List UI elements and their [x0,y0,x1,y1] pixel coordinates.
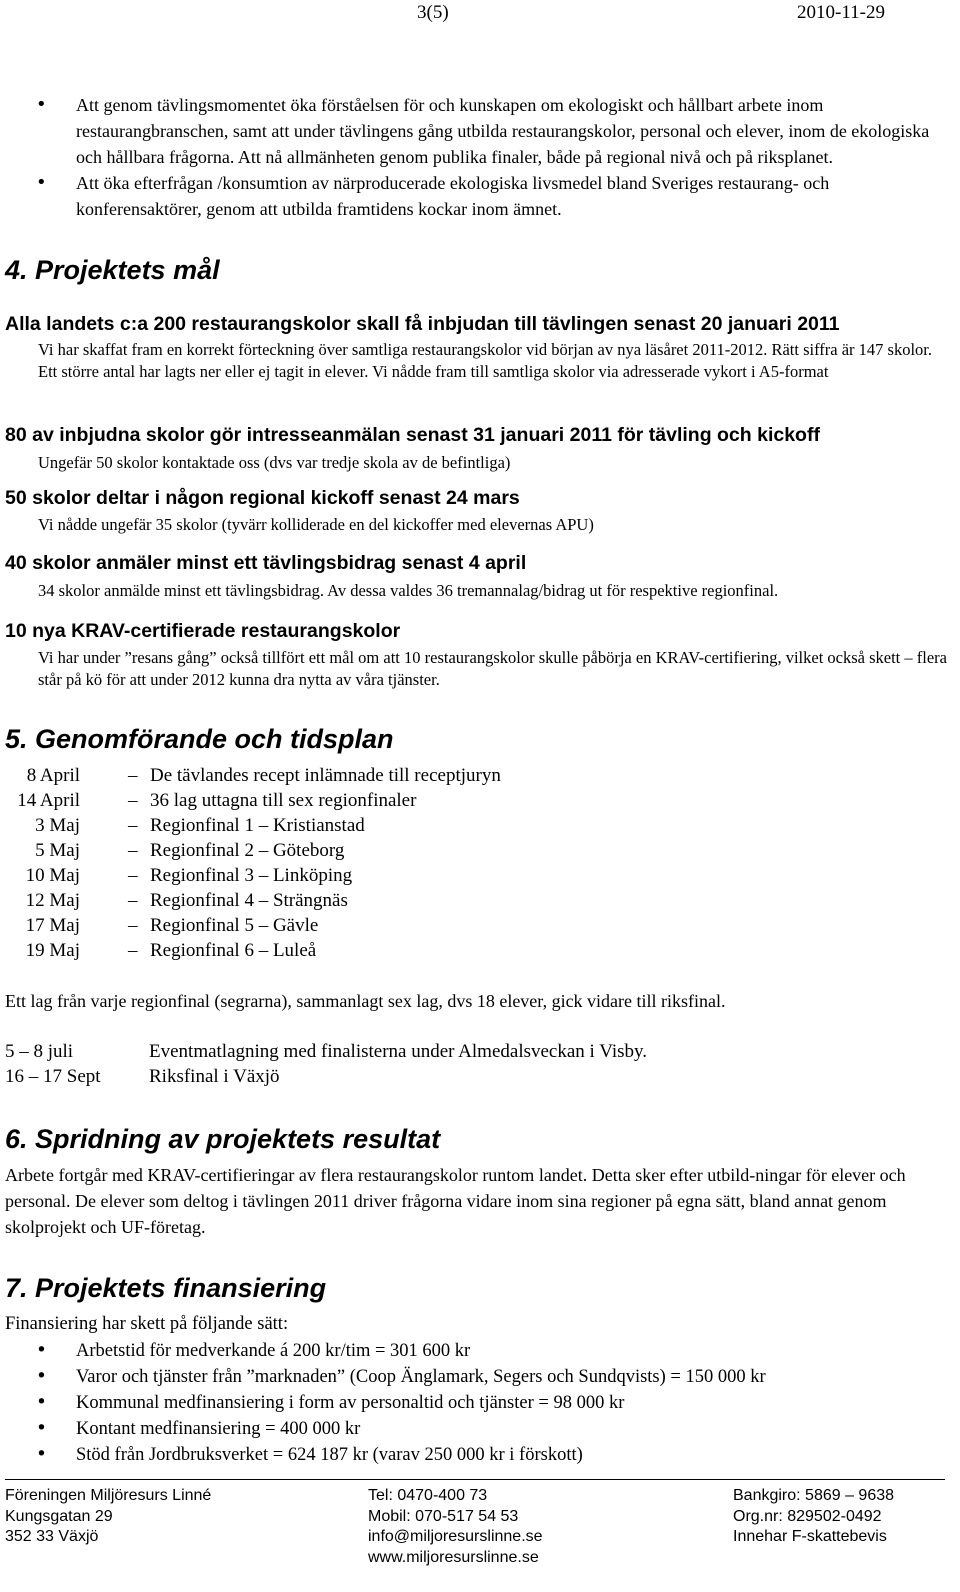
section-7-title: 7. Projektets finansiering [5,1273,327,1303]
schedule-table [0,763,700,963]
goal-text: Vi nådde ungefär 35 skolor (tyvärr kolliderade en del kickoffer med elevernas APU) [38,515,594,534]
footer-org-name: Föreningen Miljöresurs Linné [5,1487,212,1504]
footer-divider [5,1479,945,1480]
financing-item: • Stöd från Jordbruksverket = 624 187 kr (varav 250 000 kr i förskott) [0,1442,960,1468]
schedule-event: 36 lag uttagna till sex regionfinaler [150,790,417,811]
schedule-row [0,813,700,838]
schedule-row [0,788,700,813]
schedule-dash: – [128,865,138,886]
schedule-dash: – [128,915,138,936]
schedule-date: 19 Maj [25,940,80,961]
footer-bank [733,1486,894,1548]
schedule-dash: – [128,765,138,786]
document-date: 2010-11-29 [797,2,885,23]
footer-mobile: Mobil: 070-517 54 53 [368,1507,519,1525]
schedule-date: 3 Maj [35,815,80,836]
schedule-dash: – [128,790,138,811]
footer-phone: Tel: 0470-400 73 [368,1487,488,1504]
section-6-text: Arbete fortgår med KRAV-certifieringar av flera restaurangskolor runtom landet. Detta sker efter utbild-ningar för elever och personal. De elever som deltog i tävlingen 2011 driver frågorna vidare inom sina regioner på egna sätt, bland annat genom skolprojekt och UF-företag. [5,1165,906,1237]
goal-heading: 50 skolor deltar i någon regional kickoff senast 24 mars [5,487,520,509]
goal-text: Ungefär 50 skolor kontaktade oss (dvs var tredje skola av de befintliga) [38,453,511,472]
schedule-row [0,838,700,863]
extra-schedule [5,1039,905,1089]
financing-list [0,1338,960,1468]
section-5-title: 5. Genomförande och tidsplan [5,724,394,754]
footer-street: Kungsgatan 29 [5,1507,113,1525]
extra-row [5,1039,905,1064]
extra-event: Riksfinal i Växjö [149,1066,280,1087]
goal-heading: Alla landets c:a 200 restaurangskolor skall få inbjudan till tävlingen senast 20 januari 2011 [5,313,840,335]
schedule-row [0,888,700,913]
schedule-date: 5 Maj [35,840,80,861]
financing-item: • Kommunal medfinansiering i form av personaltid och tjänster = 98 000 kr [0,1390,960,1416]
schedule-date: 14 April [17,790,80,811]
schedule-summary: Ett lag från varje regionfinal (segrarna), sammanlagt sex lag, dvs 18 elever, gick vidare till riksfinal. [5,991,726,1011]
footer-bankgiro: Bankgiro: 5869 – 9638 [733,1487,895,1504]
schedule-event: Regionfinal 2 – Göteborg [150,840,345,861]
footer-address [5,1486,211,1548]
extra-date: 5 – 8 juli [5,1041,74,1062]
financing-item: • Arbetstid för medverkande á 200 kr/tim = 301 600 kr [0,1338,960,1364]
footer-orgnr: Org.nr: 829502-0492 [733,1507,882,1525]
intro-bullet: • Att genom tävlingsmomentet öka förståelsen för och kunskapen om ekologiskt och hållbart arbete inom restaurangbranschen, samt att under tävlingens gång utbilda restaurangskolor, personal och elever, inom de ekologiska och hållbara frågorna. Att nå allmänheten genom publika finaler, både på regional nivå och på riksplanet. [0,92,960,170]
intro-bullet-list [0,92,960,222]
schedule-dash: – [128,890,138,911]
extra-row [5,1064,905,1089]
goal-text: 34 skolor anmälde minst ett tävlingsbidrag. Av dessa valdes 36 tremannalag/bidrag ut för respektive regionfinal. [38,581,779,600]
schedule-date: 12 Maj [25,890,80,911]
schedule-dash: – [128,815,138,836]
footer-tax: Innehar F-skattebevis [733,1528,887,1545]
schedule-row [0,913,700,938]
financing-item: • Kontant medfinansiering = 400 000 kr [0,1416,960,1442]
section-6-title: 6. Spridning av projektets resultat [5,1124,441,1154]
goal-heading: 10 nya KRAV-certifierade restaurangskolor [5,620,401,642]
goal-heading: 80 av inbjudna skolor gör intresseanmälan senast 31 januari 2011 för tävling och kickoff [5,424,820,446]
schedule-date: 17 Maj [25,915,80,936]
schedule-dash: – [128,840,138,861]
financing-item: • Varor och tjänster från ”marknaden” (Coop Änglamark, Segers och Sundqvists) = 150 000 kr [0,1364,960,1390]
footer-email-link[interactable]: info@miljoresurslinne.se [368,1528,543,1545]
schedule-date: 8 April [26,765,80,786]
schedule-event: Regionfinal 6 – Luleå [150,940,317,961]
footer-contact [368,1486,543,1568]
schedule-dash: – [128,940,138,961]
extra-event: Eventmatlagning med finalisterna under Almedalsveckan i Visby. [149,1041,648,1062]
extra-date: 16 – 17 Sept [5,1066,101,1087]
goal-text: Vi har skaffat fram en korrekt förteckning över samtliga restaurangskolor vid början av nya läsåret 2011-2012. Rätt siffra är 147 skolor. Ett större antal har lagts ner eller ej tagit in elever. Vi nådde fram till samtliga skolor via adresserade vykort i A5-format [38,340,933,381]
footer-city: 352 33 Växjö [5,1528,99,1545]
section-7-intro: Finansiering har skett på följande sätt: [5,1314,289,1334]
schedule-event: De tävlandes recept inlämnade till receptjuryn [150,765,501,786]
intro-bullet: • Att öka efterfrågan /konsumtion av närproducerade ekologiska livsmedel bland Sveriges restaurang- och konferensaktörer, genom att utbilda framtidens kockar inom ämnet. [0,170,960,222]
schedule-event: Regionfinal 1 – Kristianstad [150,815,365,836]
schedule-date: 10 Maj [25,865,80,886]
schedule-row [0,863,700,888]
page-header [0,2,960,26]
schedule-row [0,938,700,963]
schedule-event: Regionfinal 4 – Strängnäs [150,890,348,911]
schedule-event: Regionfinal 3 – Linköping [150,865,353,886]
goal-text: Vi har under ”resans gång” också tillfört ett mål om att 10 restaurangskolor skulle påbörja en KRAV-certifiering, vilket också skett – flera står på kö för att under 2012 kunna dra nytta av våra tjänster. [38,648,947,689]
schedule-row [0,763,700,788]
page-number: 3(5) [417,2,449,23]
footer-website-link[interactable]: www.miljoresurslinne.se [368,1548,539,1566]
schedule-event: Regionfinal 5 – Gävle [150,915,319,936]
goal-heading: 40 skolor anmäler minst ett tävlingsbidrag senast 4 april [5,552,527,574]
section-4-title: 4. Projektets mål [5,255,220,285]
